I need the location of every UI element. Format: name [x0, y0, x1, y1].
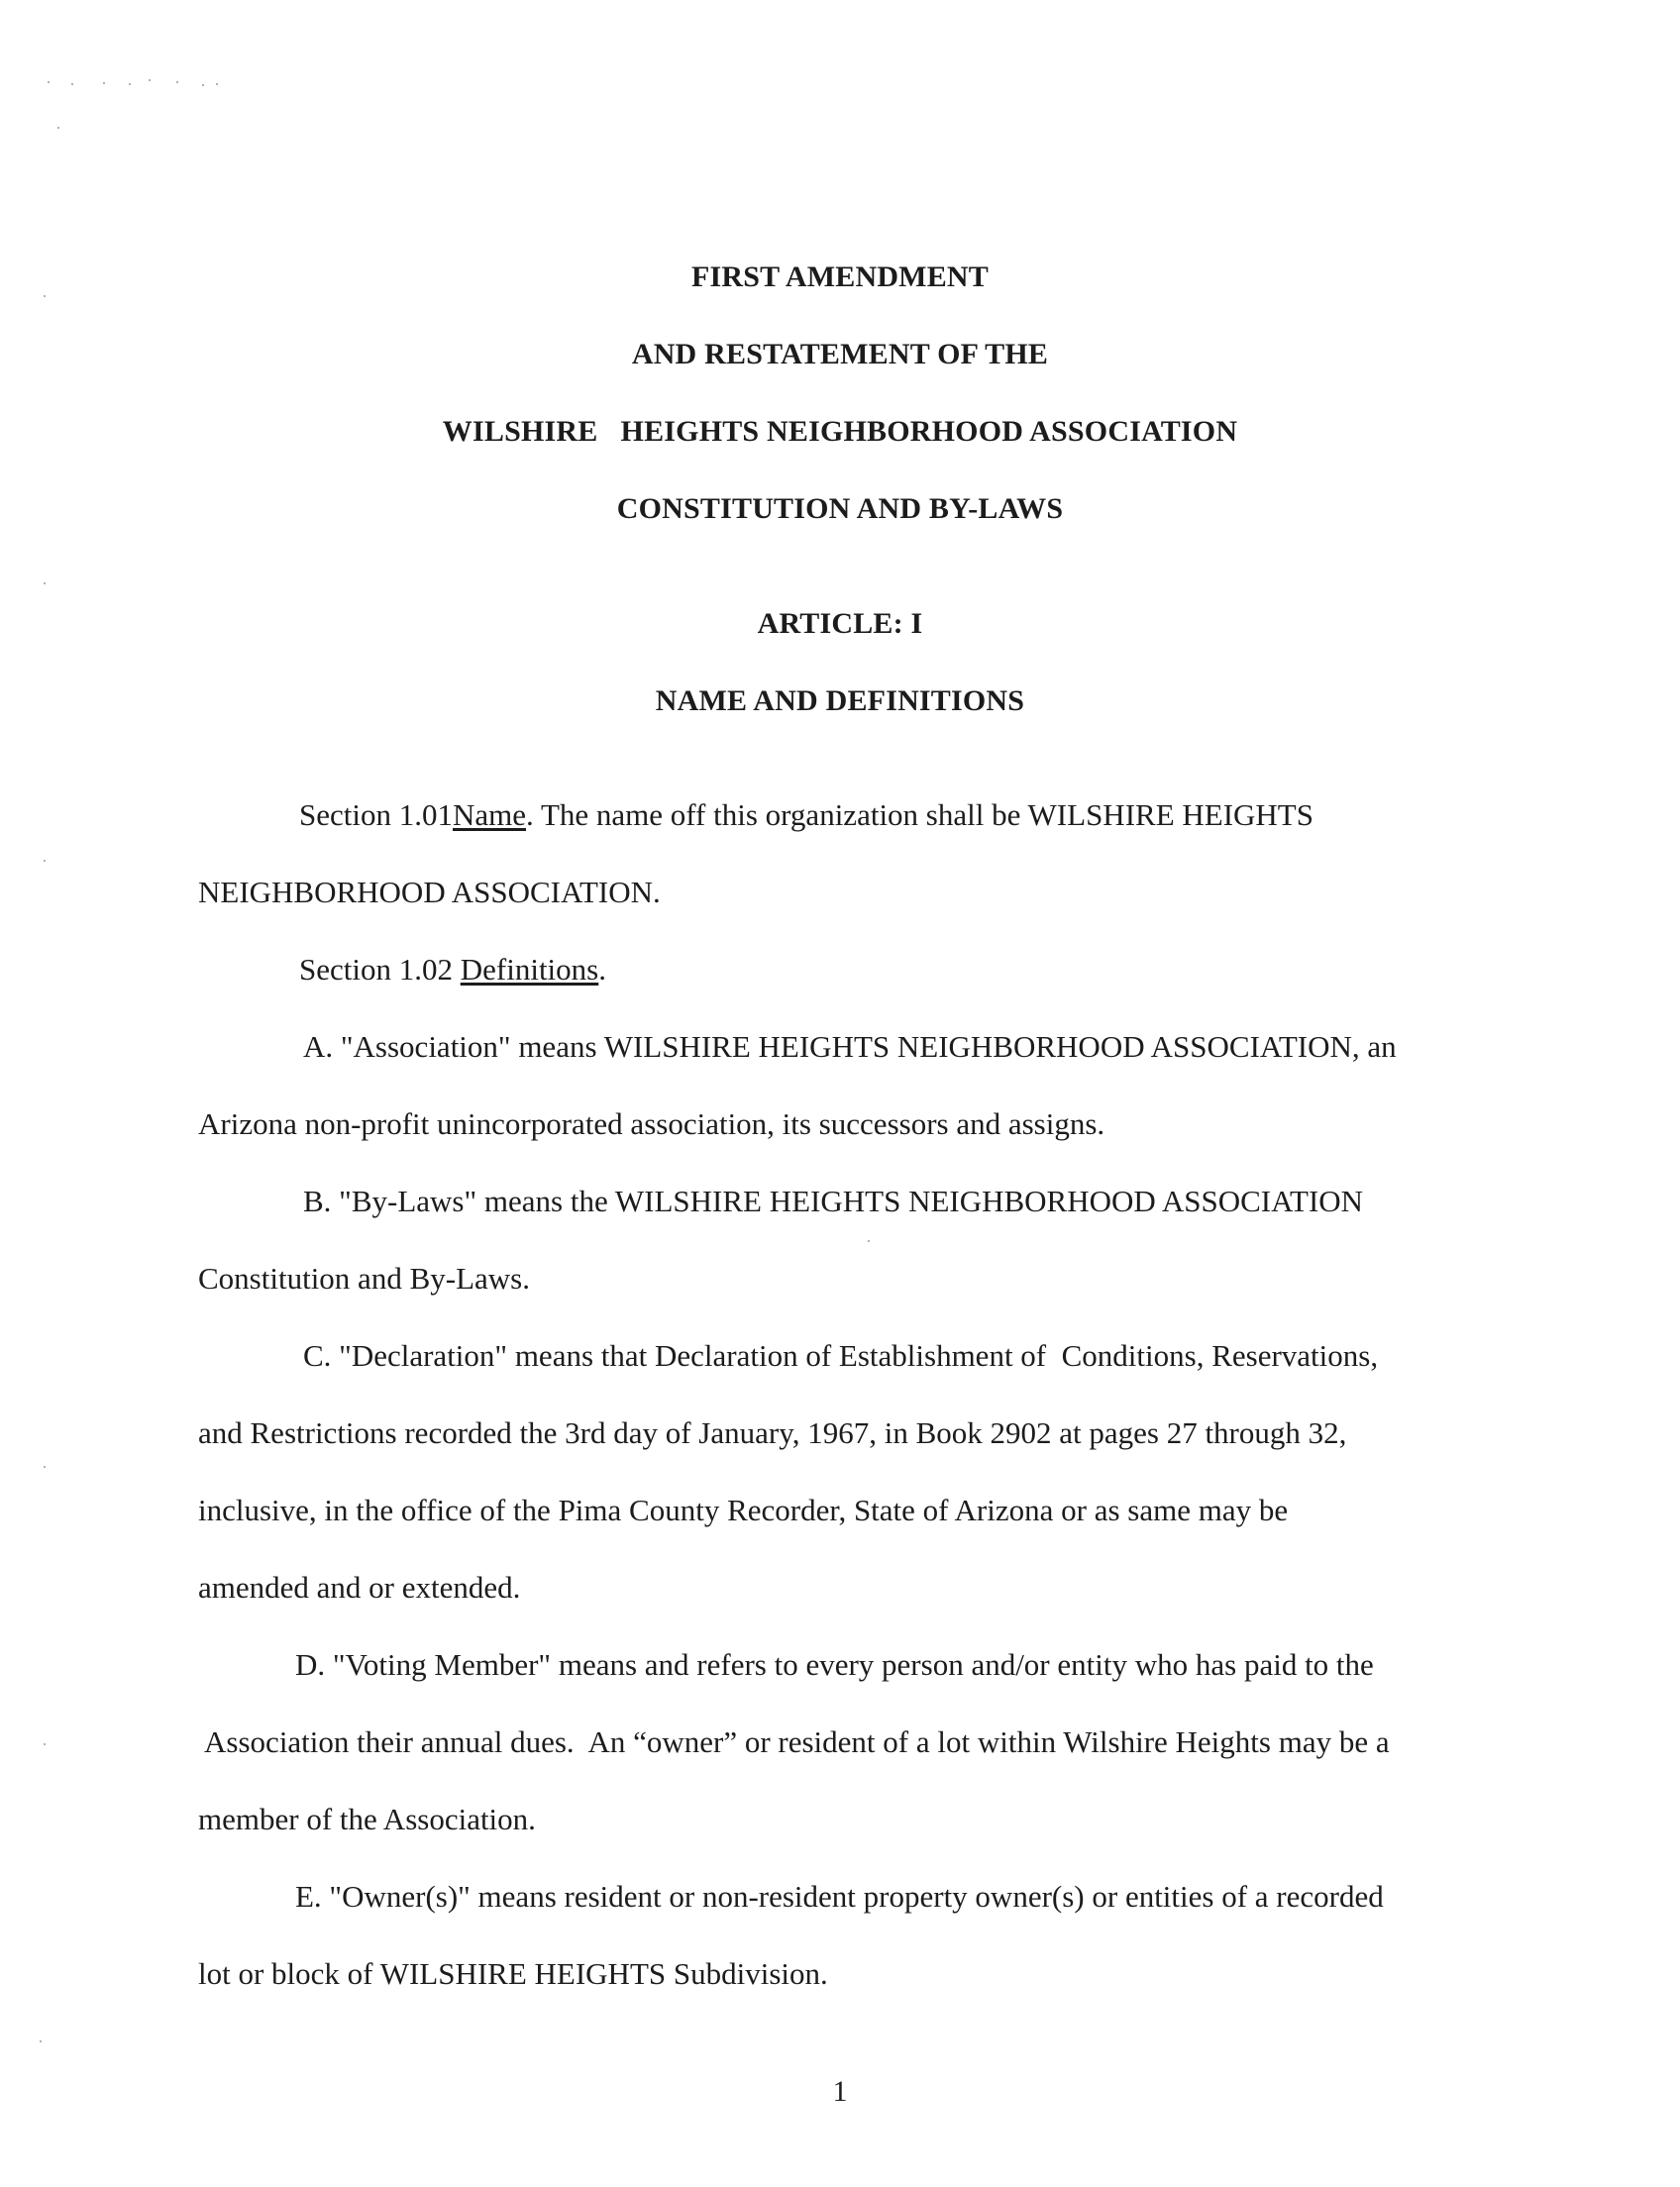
definition-c-line-2: and Restrictions recorded the 3rd day of January, 1967, in Book 2902 at pages 27 through 32,: [198, 1415, 1347, 1450]
definition-b-line-1: B. "By-Laws" means the WILSHIRE HEIGHTS NEIGHBORHOOD ASSOCIATION: [303, 1184, 1364, 1218]
section-1-01-line-1: [299, 796, 1313, 834]
section-1-02-prefix: Section 1.02: [299, 952, 461, 987]
definition-e-line-2: lot or block of WILSHIRE HEIGHTS Subdivision.: [198, 1956, 828, 1991]
definition-c-line-3: inclusive, in the office of the Pima County Recorder, State of Arizona or as same may be: [198, 1493, 1289, 1527]
scan-speck: [129, 83, 131, 85]
definition-c-line-4: amended and or extended.: [198, 1570, 521, 1605]
scan-speck: [40, 2040, 42, 2042]
title-line-3: WILSHIRE HEIGHTS NEIGHBORHOOD ASSOCIATION: [442, 415, 1238, 448]
scan-speck: [44, 860, 46, 862]
definition-e-line-1: E. "Owner(s)" means resident or non-resident property owner(s) or entities of a recorded: [295, 1879, 1384, 1914]
definition-d-line-3: member of the Association.: [198, 1802, 536, 1836]
scan-speck: [48, 81, 50, 83]
definition-d-line-2: Association their annual dues. An “owner” or resident of a lot within Wilshire Heights may be a: [198, 1724, 1390, 1759]
section-1-02-suffix: .: [598, 952, 606, 987]
definition-c-line-1: C. "Declaration" means that Declaration of Establishment of Conditions, Reservations,: [303, 1338, 1379, 1373]
section-1-01-heading: Name: [453, 797, 527, 832]
page-number: 1: [832, 2075, 848, 2108]
scan-speck: [103, 82, 105, 84]
scan-speck: [202, 84, 204, 86]
section-1-02-line: [299, 951, 606, 989]
article-number: ARTICLE: I: [757, 607, 923, 640]
scan-speck: [71, 83, 73, 85]
definition-a-line-2: Arizona non-profit unincorporated association, its successors and assigns.: [198, 1106, 1105, 1141]
title-line-1: FIRST AMENDMENT: [691, 260, 989, 293]
scan-speck: [176, 81, 178, 83]
title-line-4: CONSTITUTION AND BY-LAWS: [616, 492, 1064, 525]
scan-speck: [216, 83, 218, 85]
section-1-01-prefix: Section 1.01: [299, 797, 453, 832]
section-1-01-line-2: NEIGHBORHOOD ASSOCIATION.: [198, 875, 661, 909]
definition-b-line-2: Constitution and By-Laws.: [198, 1261, 530, 1296]
article-title: NAME AND DEFINITIONS: [655, 684, 1025, 717]
scan-speck: [149, 79, 151, 81]
scan-speck: [44, 295, 46, 297]
scan-speck: [57, 127, 59, 129]
section-1-01-text: . The name off this organization shall be WILSHIRE HEIGHTS: [526, 797, 1313, 832]
scan-speck: [44, 1743, 46, 1745]
section-1-02-heading: Definitions: [460, 952, 599, 987]
scan-speck: [44, 582, 46, 584]
title-line-2: AND RESTATEMENT OF THE: [631, 338, 1049, 370]
definition-d-line-1: D. "Voting Member" means and refers to every person and/or entity who has paid to the: [295, 1647, 1374, 1682]
scan-speck: [44, 1466, 46, 1468]
definition-a-line-1: A. "Association" means WILSHIRE HEIGHTS NEIGHBORHOOD ASSOCIATION, an: [303, 1029, 1397, 1064]
scan-speck: [868, 1240, 870, 1242]
